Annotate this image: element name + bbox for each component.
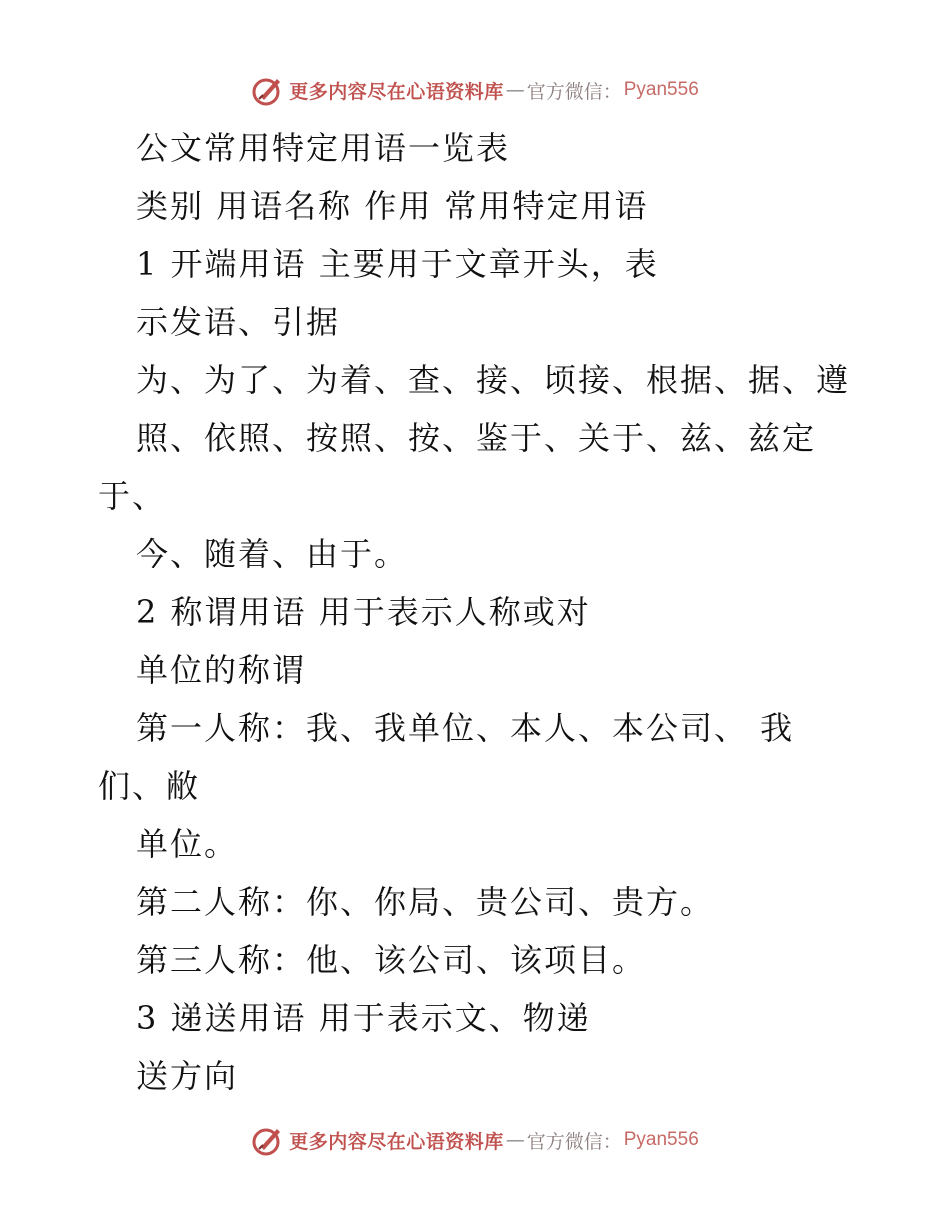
separator-dash: — xyxy=(505,79,525,101)
quill-logo-icon xyxy=(251,73,285,107)
header-watermark xyxy=(0,70,950,110)
text-line: 为、为了、为着、查、接、顷接、根据、据、遵 xyxy=(136,361,851,399)
table-header-line: 类别 用语名称 作用 常用特定用语 xyxy=(136,187,649,225)
text-line: 3 递送用语 用于表示文、物递 xyxy=(136,999,591,1037)
brand-text: 更多内容尽在心语资料库 xyxy=(289,80,504,103)
quill-logo-icon xyxy=(251,1123,285,1157)
text-line: 今、随着、由于。 xyxy=(136,535,409,573)
wechat-id: Pyan556 xyxy=(623,1129,699,1150)
wechat-label: 官方微信： xyxy=(526,80,622,103)
text-line: 1 开端用语 主要用于文章开头，表 xyxy=(136,245,659,283)
wechat-label: 官方微信： xyxy=(526,1130,622,1153)
text-line: 示发语、引据 xyxy=(136,303,341,341)
document-title: 公文常用特定用语一览表 xyxy=(136,129,511,167)
text-line: 送方向 xyxy=(136,1057,239,1095)
text-line: 单位。 xyxy=(136,825,239,863)
text-line: 第二人称：你、你局、贵公司、贵方。 xyxy=(136,883,715,921)
separator-dash: — xyxy=(505,1129,525,1151)
footer-watermark xyxy=(0,1120,950,1160)
text-line: 2 称谓用语 用于表示人称或对 xyxy=(136,593,591,631)
brand-text: 更多内容尽在心语资料库 xyxy=(289,1130,504,1153)
text-line: 们、敝 xyxy=(98,767,201,805)
text-line: 第一人称：我、我单位、本人、本公司、 我 xyxy=(136,709,795,747)
text-line: 第三人称：他、该公司、该项目。 xyxy=(136,941,647,979)
text-line: 单位的称谓 xyxy=(136,651,307,689)
wechat-id: Pyan556 xyxy=(623,79,699,100)
text-line: 照、依照、按照、按、鉴于、关于、兹、兹定 xyxy=(136,419,817,457)
text-line: 于、 xyxy=(98,477,167,515)
